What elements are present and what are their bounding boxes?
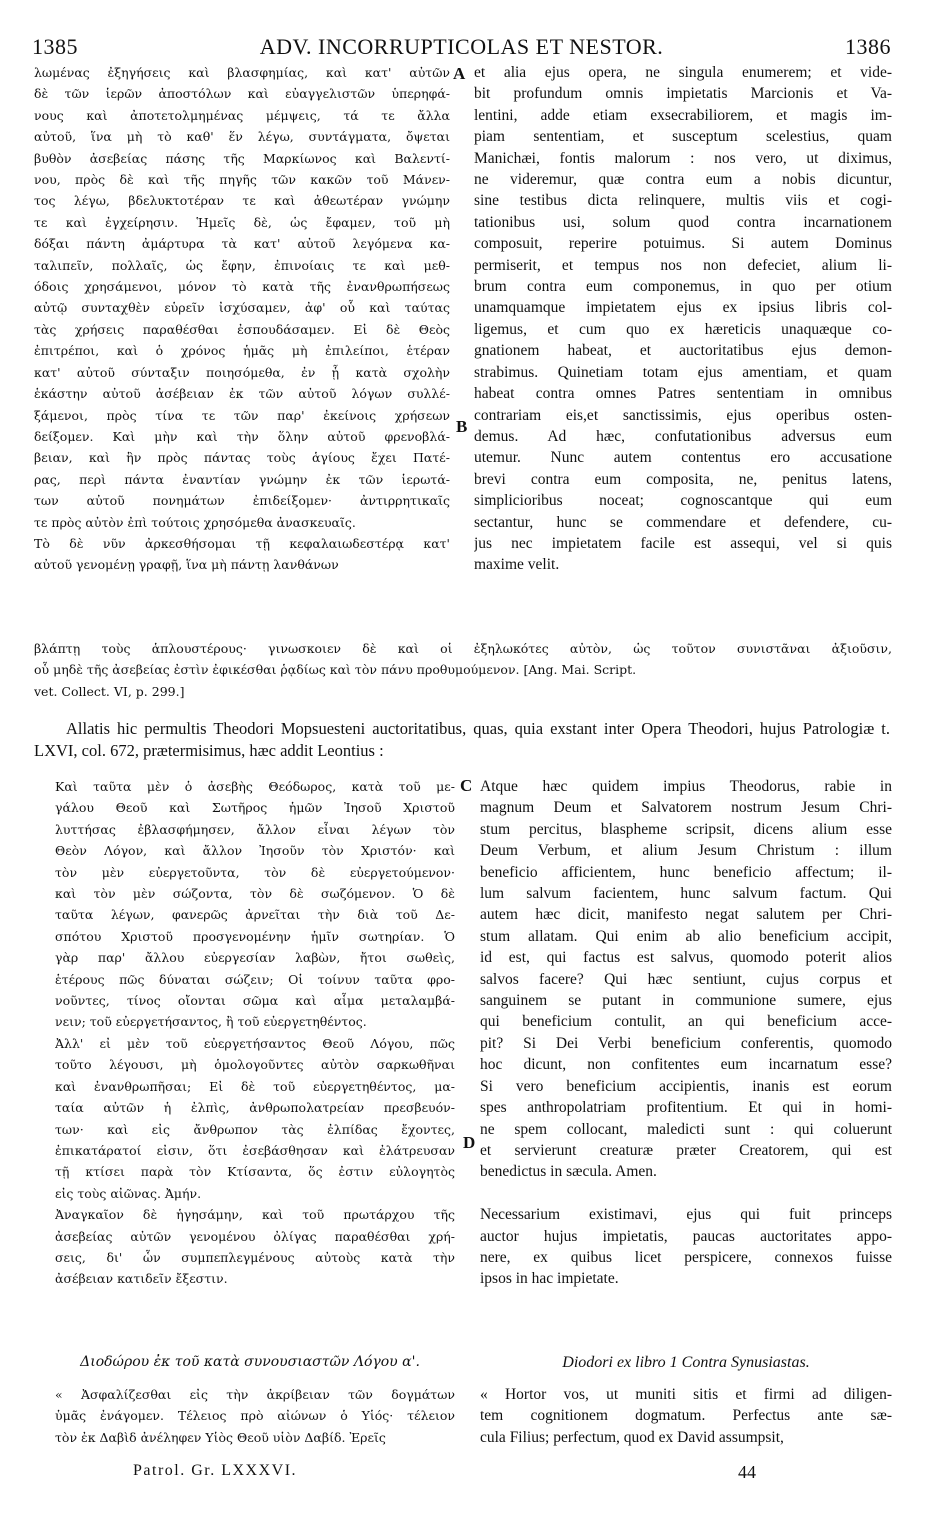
left-page-number: 1385 xyxy=(32,34,78,59)
margin-marker-d: D xyxy=(463,1133,476,1152)
text-line: brevi contra eum composita, ne, penitus latens, xyxy=(474,470,892,488)
text-line: benedictus in sæcula. Amen. xyxy=(480,1163,657,1181)
text-line: sine testibus dicta relinquere, multis viis et cogi- xyxy=(474,192,892,210)
text-line: permiserit, et tempus nos non defeciet, alium li- xyxy=(474,256,892,274)
text-line: pit? Si Dei Verbi beneficium conferentis, quomodo xyxy=(480,1034,892,1052)
text-line: ne videremur, quæ contra eum a nobis dicuntur, xyxy=(474,171,892,189)
page-header xyxy=(32,34,891,60)
text-line: των αὐτοῦ πονημάτων ἐπιδείξομεν· ἀντιρρητικαῖς xyxy=(34,493,450,509)
text-line: et alia ejus opera, ne singula enumerem; et vide- xyxy=(474,64,892,81)
margin-marker-c: C xyxy=(460,776,473,795)
text-line: auctor hujus impietatis, paucas auctoritates appo- xyxy=(480,1227,892,1245)
text-line: magnum Deum et Salvatorem nostrum Jesum Chri- xyxy=(480,799,892,817)
text-line: ρας, περὶ πάντα ἐναντίαν γνώμην ἐκ τῶν ἱερωτά- xyxy=(34,471,450,487)
text-line: tem cognitionem dogmatum. Perfectus ante sæ- xyxy=(480,1407,892,1425)
text-line: nere, ex quibus licet perspicere, connexos fuisse xyxy=(480,1248,892,1266)
text-line: ἀσέβειαν κατιδεῖν ἔξεστιν. xyxy=(55,1271,228,1287)
text-line: νοῦντες, τίνος οἴονται σῶμα καὶ αἷμα μεταλαμβά- xyxy=(55,993,455,1009)
top-latin-column xyxy=(474,62,892,576)
text-line: γὰρ παρ' ἄλλου εὐεργεσίαν λαβὼν, ἤτοι σωθεὶς, xyxy=(55,950,455,966)
text-line: τὸν ἐκ Δαβὶδ ἀνέληφεν Υἱὸς Θεοῦ υἱὸν Δαβίδ. Ἐρεῖς xyxy=(55,1429,386,1445)
text-line: τὰς χρήσεις παραθέσθαι ἐσπουδάσαμεν. Εἰ δὲ Θεὸς xyxy=(34,321,450,337)
text-line: spes anthropolatriam profitentium. Et qui in homi- xyxy=(480,1099,892,1117)
text-line: ligemus, et cum quo ex hæreticis unaquæque co- xyxy=(474,320,892,338)
text-line: contrariam eis,et sanctissimis, ejus operibus osten- xyxy=(474,406,892,424)
text-line: σπότου Χριστοῦ προσγενομένην ἡμῖν σωτηρίαν. Ὁ xyxy=(55,928,455,944)
footer-patrologia: Patrol. Gr. LXXXVI. xyxy=(133,1462,298,1479)
text-line: καὶ ἐνανθρωπῆσαι; Εἰ δὲ τοῦ εὐεργετηθέντος, μα- xyxy=(55,1078,455,1094)
text-line: σεις, δι' ὧν συμπεπλεγμένους αὐτοὺς κατὰ τὴν xyxy=(55,1249,455,1265)
text-line: ξάμενοι, πρὸς τίνα τε τῶν παρ' ἐκείνοις χρήσεων xyxy=(34,407,450,423)
greek-section-heading: Διοδώρου ἐκ τοῦ κατὰ συνουσιαστῶν Λόγου α'. xyxy=(80,1354,420,1370)
text-line: composuit, reperire potuimus. Si autem Dominus xyxy=(474,235,892,253)
text-line: lentini, adde etiam exsecrabiliorem, et magis im- xyxy=(474,106,892,124)
text-line: ταλιπεῖν, πολλαῖς, ὡς ἔφην, ἐπινοίαις τε καὶ μεθ- xyxy=(34,257,450,273)
text-line: hoc dicunt, non confitentes eum incarnatum esse? xyxy=(480,1056,892,1074)
text-line: λυττήσας ἐβλασφήμησεν, ἄλλον εἶναι λέγων τὸν xyxy=(55,821,455,837)
text-line: ne spem collocant, maledicti sunt : qui coluerunt xyxy=(480,1120,892,1138)
text-line: Θεὸν Λόγον, καὶ ἄλλον Ἰησοῦν τὸν Χριστόν· καὶ xyxy=(55,843,455,859)
text-line: id est, qui factus est salvus, quomodo poterit alios xyxy=(480,949,892,967)
text-line: piam sententiam, et susceptum scelestius, quam xyxy=(474,128,892,146)
text-line: brum contra eum componemus, in quo per otium xyxy=(474,278,892,296)
text-line: Deum Verbum, et alium Jesum Christum : illum xyxy=(480,842,892,860)
text-line: ipsos in hac impietate. xyxy=(480,1270,619,1288)
text-line: νειν; τοῦ εὐεργετήσαντος, ἢ τοῦ εὐεργετηθέντος. xyxy=(55,1014,367,1030)
text-line: ὑμᾶς ἐνάγομεν. Τέλειος πρὸ αἰώνων ὁ Υἱός· τέλειον xyxy=(55,1408,455,1424)
text-line: τοῦτο λέγουσι, μὴ ὁμολογοῦντες αὐτὸν σαρκωθῆναι xyxy=(55,1057,455,1073)
text-line: « Ἀσφαλίζεσθαι εἰς τὴν ἀκρίβειαν τῶν δογμάτων xyxy=(55,1387,455,1402)
top-greek-column xyxy=(34,62,450,576)
text-line: τὸν μὲν εὐεργετοῦντα, τὸν δὲ εὐεργετούμενον· xyxy=(55,864,455,880)
text-line: salvos facere? Qui hæc sentiunt, cujus corpus et xyxy=(480,970,892,988)
text-line: βλάπτῃ τοὺς ἁπλουστέρους· γινωσκοιεν δὲ καὶ οἱ ἐξηλωκότες αὐτὸν, ὡς τοῦτον συνιστᾶναι ἀξιοῦσιν, xyxy=(34,641,892,656)
text-line: όδοις χρησάμενοι, μόνον τὸ κατὰ τῆς ἐνανθρωπήσεως xyxy=(34,279,450,295)
text-line: ταῦτα λέγων, φανερῶς ἀρνεῖται τὴν διὰ τοῦ Δε- xyxy=(55,907,455,923)
text-line: οὗ μηδὲ τῆς ἀσεβείας ἐστὶν ἐφικέσθαι ῥᾳδίως καὶ τὸν πάνυ προθυμούμενον. [Ang. Mai. Script. xyxy=(34,662,637,678)
text-line: vet. Collect. VI, p. 299.] xyxy=(34,683,185,699)
text-line: sanguinem se putant in communione sumere, ejus xyxy=(480,992,892,1010)
text-line: ἐπικατάρατοί εἰσιν, ὅτι ἐσεβάσθησαν καὶ ἐλάτρευσαν xyxy=(55,1142,455,1158)
text-line: αὐτοῦ γενομένῃ γραφῇ, ἵνα μὴ πάντῃ λανθάνων xyxy=(34,557,339,573)
text-line: τος λέγω, βδελυκτοτέραν τε καὶ ἀθεωτέραν γνώμην xyxy=(34,193,450,209)
footer-signature: 44 xyxy=(738,1462,756,1482)
text-line: δόξαι πάντη ἀμάρτυρα τὰ κατ' αὐτοῦ λεγόμενα κα- xyxy=(34,236,450,252)
text-line: demus. Ad hæc, confutationibus adversus eum xyxy=(474,427,892,445)
text-line: δὲ τῶν ἱερῶν ἀποστόλων καὶ εὐαγγελιστῶν ὑπερηφά- xyxy=(34,86,450,102)
right-page-number: 1386 xyxy=(845,34,891,59)
text-line: Καὶ ταῦτα μὲν ὁ ἀσεβὴς Θεόδωρος, κατὰ τοῦ με- xyxy=(55,779,455,794)
text-line: bit profundum omnis impietatis Marcionis et Va- xyxy=(474,85,892,103)
bottom-latin-column xyxy=(480,776,892,1290)
text-line: « Hortor vos, ut muniti sitis et firmi ad diligen- xyxy=(480,1386,892,1403)
top-full-width-greek xyxy=(34,638,892,702)
text-line: simplicioribus noceat; cognoscantque qui eum xyxy=(474,492,892,510)
text-line: νους καὶ ἀποτετολμημένας μέμψεις, τά τε ἄλλα xyxy=(34,107,450,123)
text-line: λωμένας ἐξηγήσεις καὶ βλασφημίας, καὶ κατ' αὐτῶν xyxy=(34,65,450,80)
text-line: tationibus usi, solum quod contra incarnationem xyxy=(474,213,892,231)
bottom-greek-column xyxy=(55,776,455,1290)
text-line: βειαν, καὶ ἣν πρὸς πάντας τοὺς ἁγίους ἔχει Πατέ- xyxy=(34,450,450,466)
text-line: βυθὸν ἀσεβείας πάσης τῆς Μαρκίωνος καὶ Βαλεντί- xyxy=(34,150,450,166)
text-line: νου, πρὸς δὲ καὶ τῆς πηγῆς τῶν κακῶν τοῦ Μάνεν- xyxy=(34,172,450,188)
text-line: γάλου Θεοῦ καὶ Σωτῆρος ἡμῶν Ἰησοῦ Χριστοῦ xyxy=(55,800,455,816)
text-line: κατ' αὐτοῦ σύνταξιν ποιησόμεθα, ἐν ᾗ κατὰ σχολὴν xyxy=(34,364,450,380)
text-line: et servierunt creaturæ præter Creatorem, qui est xyxy=(480,1141,892,1159)
text-line: τε καὶ ἐγχείρησιν. Ἡμεῖς δὲ, ὡς ἔφαμεν, τοῦ μὴ xyxy=(34,214,450,230)
text-line: stum percitus, blaspheme scripsit, dicens alium esse xyxy=(480,820,892,838)
text-line: strabimus. Quinetiam totam ejus amentiam, et quam xyxy=(474,363,892,381)
latin-section-heading: Diodori ex libro 1 Contra Synusiastas. xyxy=(562,1354,810,1371)
running-title: ADV. INCORRUPTICOLAS ET NESTOR. xyxy=(259,34,664,59)
text-line: habeat contra omnes Patres sententiam in omnibus xyxy=(474,385,892,403)
margin-marker-a: A xyxy=(453,64,466,83)
text-line: Ἀλλ' εἰ μὲν τοῦ εὐεργετήσαντος Θεοῦ Λόγου, πῶς xyxy=(55,1035,455,1051)
final-greek-lines xyxy=(55,1384,455,1448)
text-line: beneficio afficientem, hunc beneficio affectum; il- xyxy=(480,863,892,881)
text-line: αὐτοῦ, ἵνα μὴ τὸ καθ' ἕν λέγω, συντάγματα, ὄψεται xyxy=(34,129,450,145)
text-line: τῇ κτίσει παρὰ τὸν Κτίσαντα, ὅς ἐστιν εὐλογητὸς xyxy=(55,1164,455,1180)
text-line: jus nec impietatem facile est assequi, vel si quis xyxy=(474,534,892,552)
text-line: lum salvum facientem, hunc salvum factum. Qui xyxy=(480,885,892,903)
text-line: Necessarium existimavi, ejus qui fuit princeps xyxy=(480,1206,892,1224)
text-line: δείξομεν. Καὶ μὴν καὶ τὴν ὅλην αὐτοῦ φρενοβλά- xyxy=(34,428,450,444)
text-line: ἐπιτρέποι, καὶ ὁ χρόνος ἡμᾶς μὴ ἐπιλείποι, ἑτέραν xyxy=(34,343,450,359)
text-line: ἑκάστην αὐτοῦ ἀσέβειαν ἐκ τῶν αὐτοῦ λόγων συλλέ- xyxy=(34,386,450,402)
text-line: των· καὶ εἰς ἄνθρωπον τὰς ἐλπίδας ἔχοντες, xyxy=(55,1121,455,1137)
text-line: sectantur, hunc se commendare et defendere, cu- xyxy=(474,513,892,531)
text-line xyxy=(480,1183,892,1204)
text-line: gnationem habeat, et auctoritatibus ejus demon- xyxy=(474,342,892,360)
text-line: stum allatam. Qui enim ab alio beneficium accipit, xyxy=(480,927,892,945)
final-latin-lines xyxy=(480,1384,892,1448)
text-line: ταία αὐτῶν ἡ ἐλπὶς, ἀνθρωπολατρείαν πρεσβευόν- xyxy=(55,1100,455,1116)
text-line: Atque hæc quidem impius Theodorus, rabie in xyxy=(480,778,892,795)
text-line: αὐτῷ συνταχθὲν εὑρεῖν ἰσχύσαμεν, ἀφ' οὗ καὶ ταύτας xyxy=(34,300,450,316)
text-line: Ἀναγκαῖον δὲ ἡγησάμην, καὶ τοῦ πρωτάρχου τῆς xyxy=(55,1207,455,1223)
text-line: unamquamque impietatem ejus ex ipsius libris col- xyxy=(474,299,892,317)
text-line: Si vero beneficium accipientis, inanis est eorum xyxy=(480,1077,892,1095)
text-line: maxime velit. xyxy=(474,556,560,574)
text-line: Τὸ δὲ νῦν ἀρκεσθήσομαι τῇ κεφαλαιωδεστέρᾳ κατ' xyxy=(34,535,450,551)
text-line: qui beneficium contulit, an qui beneficium acce- xyxy=(480,1013,892,1031)
editor-note-paragraph: Allatis hic permultis Theodori Mopsuesteni auctoritatibus, quas, quia exstant inter Opera Theodori, hujus Patrologiæ t. LXVI, col. 672, prætermisimus, hæc addit Leontius : xyxy=(34,719,890,760)
text-line: τε πρὸς αὐτὸν ἐπὶ τούτοις χρησόμεθα ἀνασκευαῖς. xyxy=(34,514,356,530)
text-line: Manichæi, fontis malorum : nos vero, ut diximus, xyxy=(474,149,892,167)
text-line: autem hæc dicit, manifesto negat salutem per Chri- xyxy=(480,906,892,924)
text-line: utemur. Nunc autem contentus ero accusatione xyxy=(474,449,892,467)
text-line: ἑτέρους πῶς δύναται σώζειν; Οἱ τοίνυν ταῦτα φρο- xyxy=(55,971,455,987)
text-line: ἀσεβείας αὐτῶν γενομένου ὀλίγας παραθέσθαι χρή- xyxy=(55,1228,455,1244)
text-line: cula Filius; perfectum, quod ex David assumpsit, xyxy=(480,1428,784,1446)
text-line: καὶ τὸν μὲν σώζοντα, τὸν δὲ σωζόμενον. Ὁ δὲ xyxy=(55,886,455,902)
text-line: εἰς τοὺς αἰῶνας. Ἀμήν. xyxy=(55,1185,202,1201)
margin-marker-b: B xyxy=(456,417,468,436)
